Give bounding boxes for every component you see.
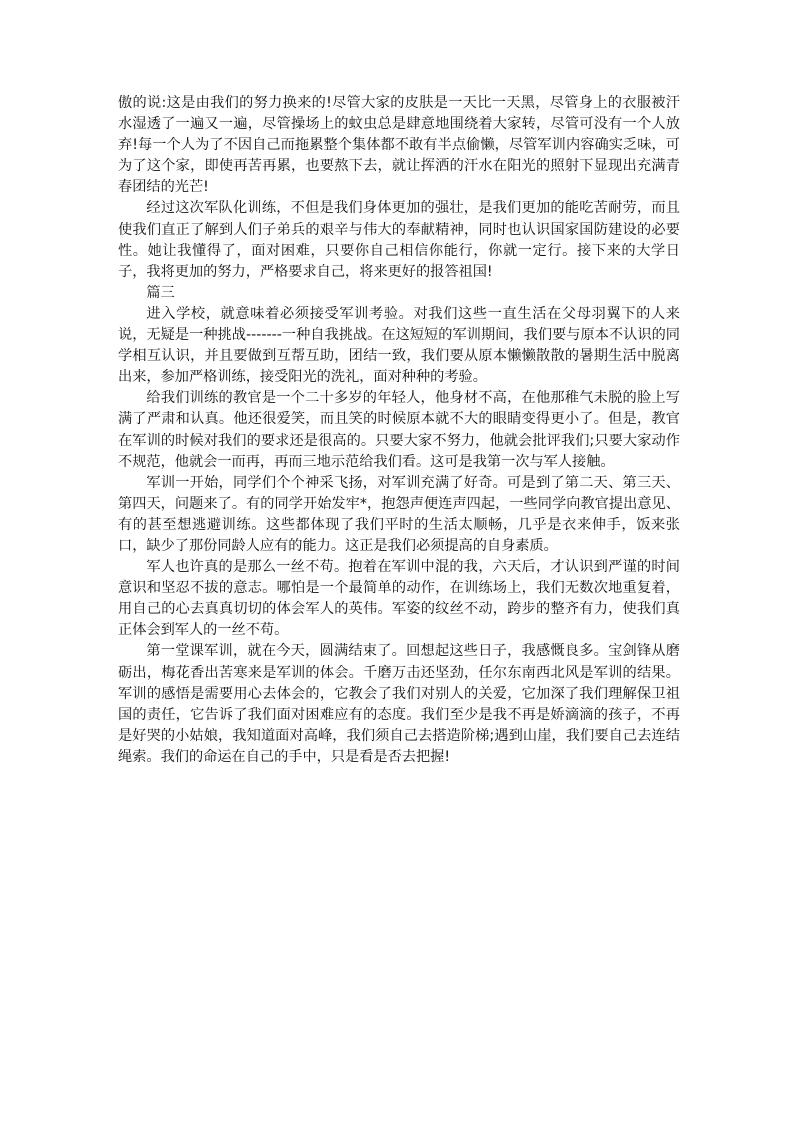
- paragraph-1: 傲的说:这是由我们的努力换来的!尽管大家的皮肤是一天比一天黑，尽管身上的衣服被汗水湿透了一遍又一遍，尽管操场上的蚊虫总是肆意地围绕着大家转，尽管可没有一个人放弃!每一个人为了不因自己而拖累整个集体都不敢有半点偷懒，尽管军训内容确实乏味，可为了这个家，即使再苦再累，也要熬下去，就让挥洒的汗水在阳光的照射下显现出充满青春团结的光芒!: [118, 95, 680, 196]
- paragraph-7: 第一堂课军训，就在今天，圆满结束了。回想起这些日子，我感慨良多。宝剑锋从磨砺出，梅花香出苦寒来是军训的体会。千磨万击还坚劲，任尔东南西北风是军训的结果。军训的感悟是需要用心去体会的，它教会了我们对别人的关爱，它加深了我们理解保卫祖国的责任，它告诉了我们面对困难应有的态度。我们至少是我不再是娇滴滴的孩子，不再是好哭的小姑娘，我知道面对高峰，我们须自己去搭造阶梯;遇到山崖，我们要自己去连结绳索。我们的命运在自己的手中，只是看是否去把握!: [118, 643, 680, 765]
- paragraph-3: 进入学校，就意味着必须接受军训考验。对我们这些一直生活在父母羽翼下的人来说，无疑是一种挑战-------一种自我挑战。在这短短的军训期间，我们要与原本不认识的同学相互认识，并且要做到互帮互助，团结一致，我们要从原本懒懒散散的暑期生活中脱离出来，参加严格训练，接受阳光的洗礼，面对种种的考验。: [118, 305, 680, 386]
- paragraph-2: 经过这次军队化训练，不但是我们身体更加的强壮，是我们更加的能吃苦耐劳，而且使我们直正了解到人们子弟兵的艰辛与伟大的奉献精神，同时也认识国家国防建设的必要性。她让我懂得了，面对困难，只要你自己相信你能行，你就一定行。接下来的大学日子，我将更加的努力，严格要求自己，将来更好的报答祖国!: [118, 200, 680, 280]
- paragraph-6: 军人也许真的是那么一丝不苟。抱着在军训中混的我，六天后，才认识到严谨的时间意识和坚忍不拔的意志。哪怕是一个最简单的动作，在训练场上，我们无数次地重复着，用自己的心去真真切切的体会军人的英伟。军姿的纹丝不动，跨步的整齐有力，使我们真正体会到军人的一丝不苟。: [118, 559, 680, 639]
- paragraph-5: 军训一开始，同学们个个神采飞扬，对军训充满了好奇。可是到了第二天、第三天、第四天，问题来了。有的同学开始发牢*，抱怨声便连声四起，一些同学向教官提出意见、有的甚至想逃避训练。这些都体现了我们平时的生活太顺畅，几乎是衣来伸手，饭来张口，缺少了那份同龄人应有的能力。这正是我们必须提高的自身素质。: [118, 474, 680, 554]
- section-heading-3: 篇三: [146, 284, 175, 301]
- paragraph-4: 给我们训练的教官是一个二十多岁的年轻人，他身材不高，在他那稚气未脱的脸上写满了严肃和认真。他还很爱笑，而且笑的时候原本就不大的眼睛变得更小了。但是，教官在军训的时候对我们的要求还是很高的。只要大家不努力，他就会批评我们;只要大家动作不规范，他就会一而再，再而三地示范给我们看。这可是我第一次与军人接触。: [118, 390, 680, 470]
- body-text: [118, 93, 680, 768]
